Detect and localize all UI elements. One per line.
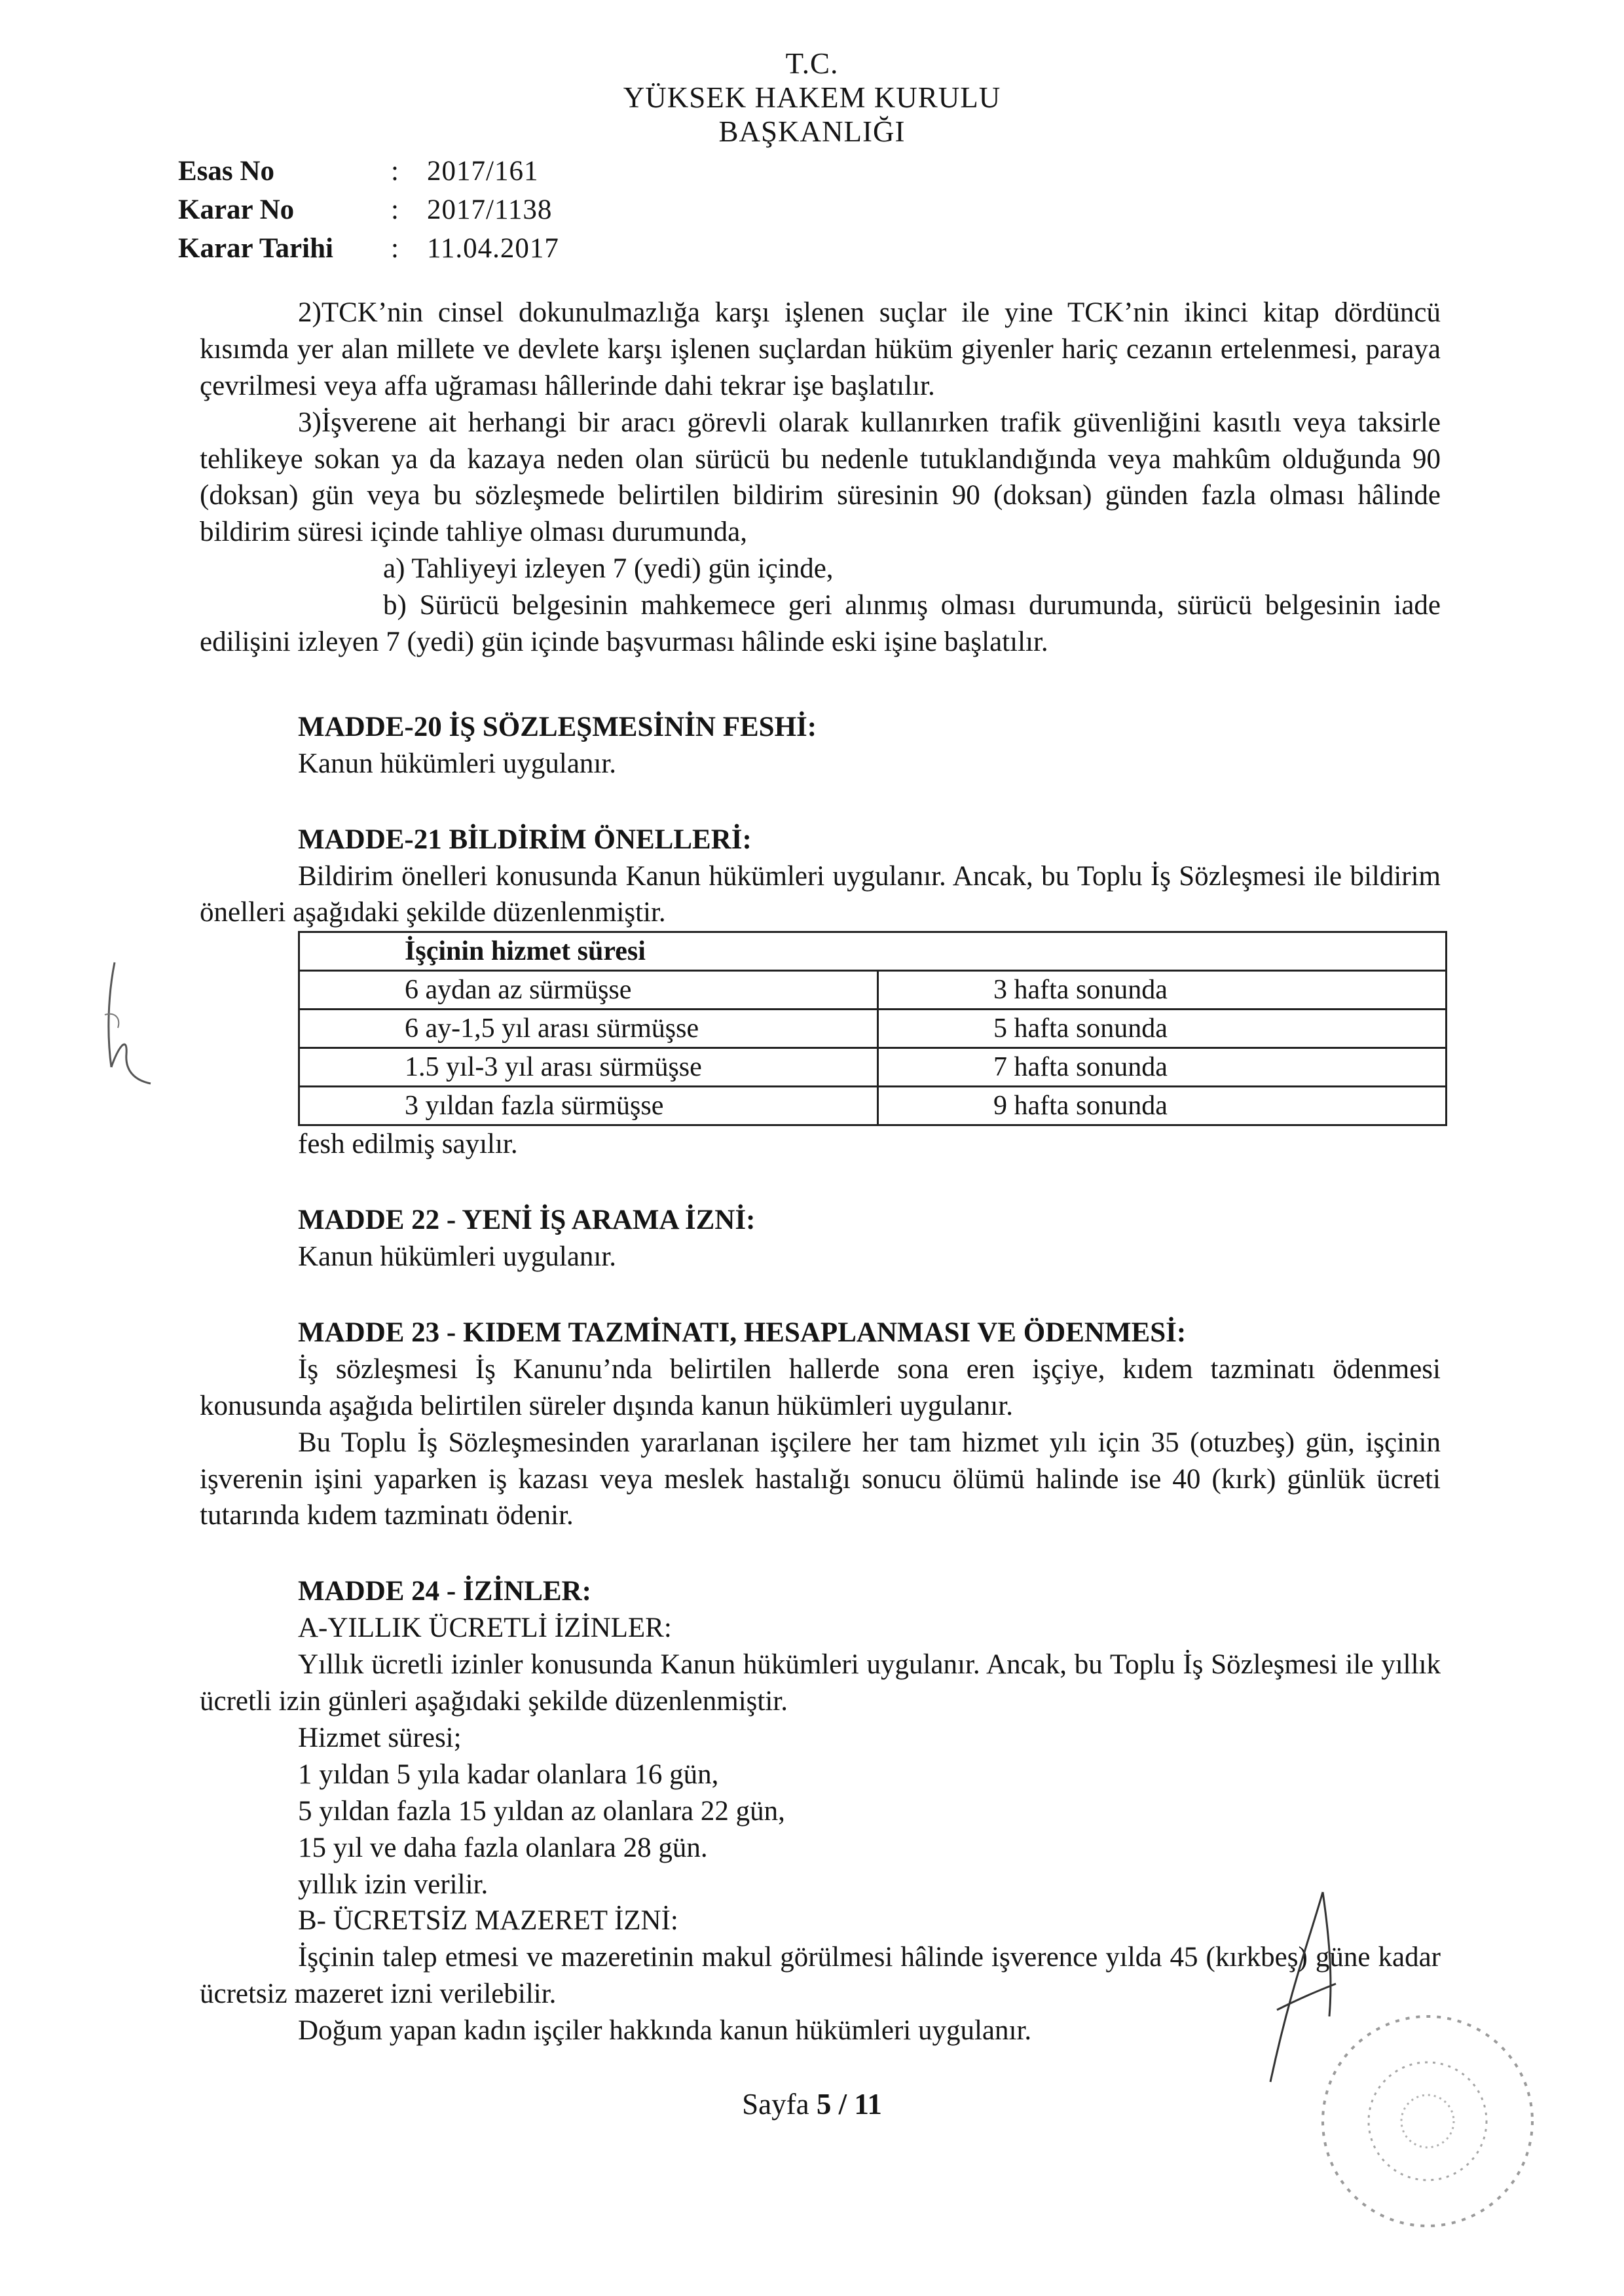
paragraph-3: 3)İşverene ait herhangi bir aracı görevli olarak kullanırken trafik güvenliğini kasıtlı veya taksirle tehlikeye sokan ya da kazaya neden olan sürücü bu nedenle tutuklandığında veya mahkûm olduğunda 90 (doksan) gün veya bu sözleşmede belirtilen bildirim süresinin 90 (doksan) günden fazla olması hâlinde bildirim süresi içinde tahliye olması durumunda, [200,407,1441,548]
article-22-text: Kanun hükümleri uygulanır. [298,1241,617,1273]
meta-label: Esas No [178,156,274,187]
paragraph-2: 2)TCK’nin cinsel dokunulmazlığa karşı işlenen suçlar ile yine TCK’nin ikinci kitap dördüncü kısımda yer alan millete ve devlete karşı işlenen suçlardan hüküm giyenler hariç cezanın ertelenmesi, paraya çevrilmesi veya affa uğraması hâllerinde dahi tekrar işe başlatılır. [200,297,1441,401]
meta-label: Karar No [178,194,295,225]
meta-value: 2017/161 [427,156,539,187]
margin-initials-mark [88,956,160,1087]
table-cell-notice: 7 hafta sonunda [878,1048,1447,1087]
article-24-a-text: Yıllık ücretli izinler konusunda Kanun hükümleri uygulanır. Ancak, bu Toplu İş Sözleşmesi ile yıllık ücretli izin günleri aşağıdaki şekilde düzenlenmiştir. [200,1649,1441,1717]
meta-row-esas: Esas No : 2017/161 [178,152,559,191]
page-prefix: Sayfa [742,2088,817,2121]
header-institution: YÜKSEK HAKEM KURULU [623,81,1001,114]
header-presidency: BAŞKANLIĞI [718,115,906,148]
page-number [0,2085,1624,2124]
page-separator: / [831,2088,855,2121]
article-23-paragraph-1: İş sözleşmesi İş Kanunu’nda belirtilen hallerde sona eren işçiye, kıdem tazminatı ödenmesi konusunda aşağıda belirtilen süreler dışında kanun hükümleri uygulanır. [200,1353,1441,1421]
meta-value: 11.04.2017 [427,233,559,264]
meta-label: Karar Tarihi [178,233,333,264]
total-pages: 11 [854,2088,882,2121]
table-header-row [299,932,1447,971]
article-21-text: Bildirim önelleri konusunda Kanun hükümleri uygulanır. Ancak, bu Toplu İş Sözleşmesi ile bildirim önelleri aşağıdaki şekilde düzenlenmiştir. [200,860,1441,928]
table-cell-duration: 6 aydan az sürmüşse [299,971,878,1010]
article-23-title: MADDE 23 - KIDEM TAZMİNATI, HESAPLANMASI VE ÖDENMESİ: [298,1317,1187,1349]
table-cell-duration: 1.5 yıl-3 yıl arası sürmüşse [299,1048,878,1087]
article-24-a-title: A-YILLIK ÜCRETLİ İZİNLER: [298,1613,672,1644]
paragraph-3a: a) Tahliyeyi izleyen 7 (yedi) gün içinde, [383,553,834,585]
table-cell-duration: 3 yıldan fazla sürmüşse [299,1087,878,1125]
article-20-title: MADDE-20 İŞ SÖZLEŞMESİNİN FESHİ: [298,711,817,742]
document-body [200,295,1441,2049]
table-row [299,1087,1447,1125]
leave-list-item: 5 yıldan fazla 15 yıldan az olanlara 22 gün, [298,1795,785,1827]
article-24-b-text: İşçinin talep etmesi ve mazeretinin makul görülmesi hâlinde işverence yılda 45 (kırkbeş) güne kadar ücretsiz mazeret izni verilebilir. [200,1942,1441,2010]
article-24-title: MADDE 24 - İZİNLER: [298,1576,591,1607]
meta-row-tarih: Karar Tarihi : 11.04.2017 [178,229,559,268]
article-22-title: MADDE 22 - YENİ İŞ ARAMA İZNİ: [298,1205,756,1236]
header-tc: T.C. [785,47,839,80]
article-24-b-title: B- ÜCRETSİZ MAZERET İZNİ: [298,1905,678,1937]
table-cell-notice: 3 hafta sonunda [878,971,1447,1010]
table-row [299,971,1447,1010]
leave-list-item: Hizmet süresi; [298,1722,462,1753]
table-cell-notice: 5 hafta sonunda [878,1010,1447,1048]
meta-value: 2017/1138 [427,194,553,225]
case-meta [178,152,559,268]
table-header-cell: İşçinin hizmet süresi [299,932,1447,971]
meta-row-karar: Karar No : 2017/1138 [178,191,559,229]
article-20-text: Kanun hükümleri uygulanır. [298,748,617,779]
leave-list-item: 15 yıl ve daha fazla olanlara 28 gün. [298,1832,708,1863]
article-24-b-text-2: Doğum yapan kadın işçiler hakkında kanun hükümleri uygulanır. [298,2015,1032,2047]
leave-list-item: 1 yıldan 5 yıla kadar olanlara 16 gün, [298,1758,719,1790]
leave-list-item: yıllık izin verilir. [298,1868,489,1900]
table-row [299,1048,1447,1087]
notice-period-table [298,931,1447,1126]
paragraph-3b: b) Sürücü belgesinin mahkemece geri alınmış olması durumunda, sürücü belgesinin iade edilişini izleyen 7 (yedi) gün içinde başvurması hâlinde eski işine başlatılır. [200,590,1441,658]
table-cell-duration: 6 ay-1,5 yıl arası sürmüşse [299,1010,878,1048]
article-21-after: fesh edilmiş sayılır. [298,1129,518,1160]
current-page: 5 [816,2088,832,2121]
article-23-paragraph-2: Bu Toplu İş Sözleşmesinden yararlanan işçilere her tam hizmet yılı için 35 (otuzbeş) gün, işçinin işverenin işini yaparken iş kazası veya meslek hastalığı sonucu ölümü halinde ise 40 (kırk) günlük ücreti tutarında kıdem tazminatı ödenir. [200,1427,1441,1531]
article-21-title: MADDE-21 BİLDİRİM ÖNELLERİ: [298,824,752,855]
table-row [299,1010,1447,1048]
table-cell-notice: 9 hafta sonunda [878,1087,1447,1125]
